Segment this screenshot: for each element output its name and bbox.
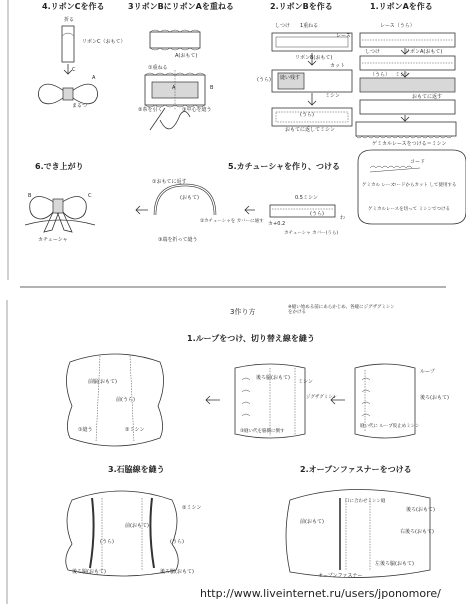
label: 前(うら) xyxy=(116,397,135,403)
step5-title: 5.カチューシャを作り、つける xyxy=(228,162,341,171)
label: おもてに返してミシン xyxy=(285,127,335,133)
label: ゲミカルレースをつける＝ミシン xyxy=(372,141,447,147)
step1-ribbon-strip-4 xyxy=(360,100,455,114)
source-url[interactable]: http://www.liveinternet.ru/users/jponomore/ xyxy=(200,587,441,600)
label: ③端を折って縫う xyxy=(158,237,198,243)
label: A xyxy=(92,75,96,81)
label: B xyxy=(210,85,214,91)
label: おもてに返す xyxy=(412,94,443,100)
label: 右後ろ(おもて) xyxy=(400,529,434,535)
label: (うら) xyxy=(300,112,314,118)
label: ③縫い代を脇側に倒す xyxy=(240,429,285,434)
label: (うら) xyxy=(100,539,114,545)
label: 0.5ミシン xyxy=(295,195,318,201)
label: 縫い代に ループ仮止めミシン xyxy=(360,424,420,429)
label: しつけ xyxy=(365,49,381,55)
label: 後ろ脇(おもて) xyxy=(256,375,290,381)
step1-ribbon-strip-5 xyxy=(356,122,456,138)
label: ミシン xyxy=(395,72,410,78)
label: ③中心を縫う xyxy=(182,107,212,113)
label: カット xyxy=(330,63,345,69)
label: しつけ xyxy=(275,23,291,29)
label: 前脇(おもて) xyxy=(88,379,117,385)
step6-title: 6.でき上がり xyxy=(35,162,84,171)
label: レース（うら） xyxy=(380,23,415,29)
label: (うら) xyxy=(310,211,324,217)
label: まるつ xyxy=(72,103,87,109)
step6-finished-bow xyxy=(25,193,95,232)
label: 前(おもて) xyxy=(125,523,149,529)
step1-ribbon-strip-2 xyxy=(360,56,455,70)
label: ②カチューシャを カバーに通す xyxy=(200,219,264,224)
label: (おもて) xyxy=(180,195,199,201)
step4-bow xyxy=(38,84,97,104)
label: 左後ろ脇(おもて) xyxy=(375,561,414,567)
arrow-left-icon xyxy=(206,396,220,404)
step1-ribbon-strip-1 xyxy=(360,33,455,47)
label: ミシン xyxy=(298,379,313,385)
b3-corset xyxy=(66,491,179,576)
note: ※縫い始める前にあらかじめ、各縫にジグザグミシンをかける xyxy=(288,305,395,316)
b-step2-title: 2.オープンファスナーをつける xyxy=(300,465,412,474)
label: ゲミカルレースを切って ミシンでつける xyxy=(368,207,450,212)
b-step3-title: 3.石脇線を縫う xyxy=(108,465,165,474)
label: 後ろ脇(おもて) xyxy=(160,569,194,575)
section-heading: 3作り方 xyxy=(230,308,256,316)
step3-ribbon-top xyxy=(150,30,200,50)
label: ループ xyxy=(420,369,435,375)
needle-thread-icon xyxy=(160,111,190,128)
step1-ribbon-strip-3 xyxy=(360,78,455,92)
step2-title: 2.リボンBを作る xyxy=(270,2,333,11)
label: B xyxy=(28,193,32,199)
label: ジグザグミシン xyxy=(306,395,338,400)
label: カチューシャ カバー(うら) xyxy=(284,231,339,236)
arrow-left-icon xyxy=(245,206,255,214)
label: C xyxy=(88,193,92,199)
label: 折る xyxy=(64,17,75,23)
label: 後ろ(おもて) xyxy=(406,507,435,513)
label: カ+0.2 xyxy=(268,221,286,227)
arrow-down-icon xyxy=(401,115,409,121)
label: オープンファスナー xyxy=(318,573,363,579)
label: ①重ねる xyxy=(148,65,168,71)
label: ①おもてに返す xyxy=(152,179,187,185)
label: 1重ねる xyxy=(300,23,319,29)
b-step1-title: 1.ループをつけ、切り替え線を縫う xyxy=(187,334,315,343)
label: C xyxy=(72,67,76,73)
label: 縫い残す xyxy=(280,75,301,81)
arrow-down-icon xyxy=(64,64,72,74)
label: (うら) xyxy=(257,77,271,83)
step5-cover-strip xyxy=(270,205,335,217)
arrow-down-icon xyxy=(308,93,316,105)
label: A xyxy=(172,85,176,91)
label: レース xyxy=(336,33,351,39)
label: ミシン xyxy=(325,93,340,99)
label: 口に合わせミシン縫 xyxy=(345,499,386,504)
step3-title: 3リボンBにリボンAを重ねる xyxy=(128,2,234,11)
label: A(おもて) xyxy=(175,53,198,59)
label: ②ミシン xyxy=(182,505,202,511)
label: ②糸を引く xyxy=(138,107,163,113)
label: コードからカット して使用する xyxy=(392,183,457,188)
label: コード xyxy=(410,159,426,165)
step4-title: 4.リボンCを作る xyxy=(42,2,105,11)
step1-title: 1.リボンAを作る xyxy=(370,2,433,11)
label: リボンA(おもて) xyxy=(405,49,443,55)
label: ①縫う xyxy=(78,427,93,433)
label: ②ミシン xyxy=(125,427,145,433)
arrow-left-icon xyxy=(136,206,148,214)
label: リボンC（おもて） xyxy=(82,39,126,45)
step4-ribbon-c-strip xyxy=(62,26,74,62)
label: 後ろ(おもて) xyxy=(420,395,449,401)
step2-ribbon-strip-2 xyxy=(272,70,352,92)
label: カチューシャ xyxy=(38,237,68,243)
label: 前(おもて) xyxy=(300,519,324,525)
label: わ xyxy=(340,215,346,221)
label: 後ろ脇(おもて) xyxy=(72,569,106,575)
label: ゲミカル レース xyxy=(362,183,395,188)
label: (うら) xyxy=(170,539,184,545)
label: リボンB(おもて) xyxy=(295,55,333,61)
label: （うら） xyxy=(370,72,391,78)
